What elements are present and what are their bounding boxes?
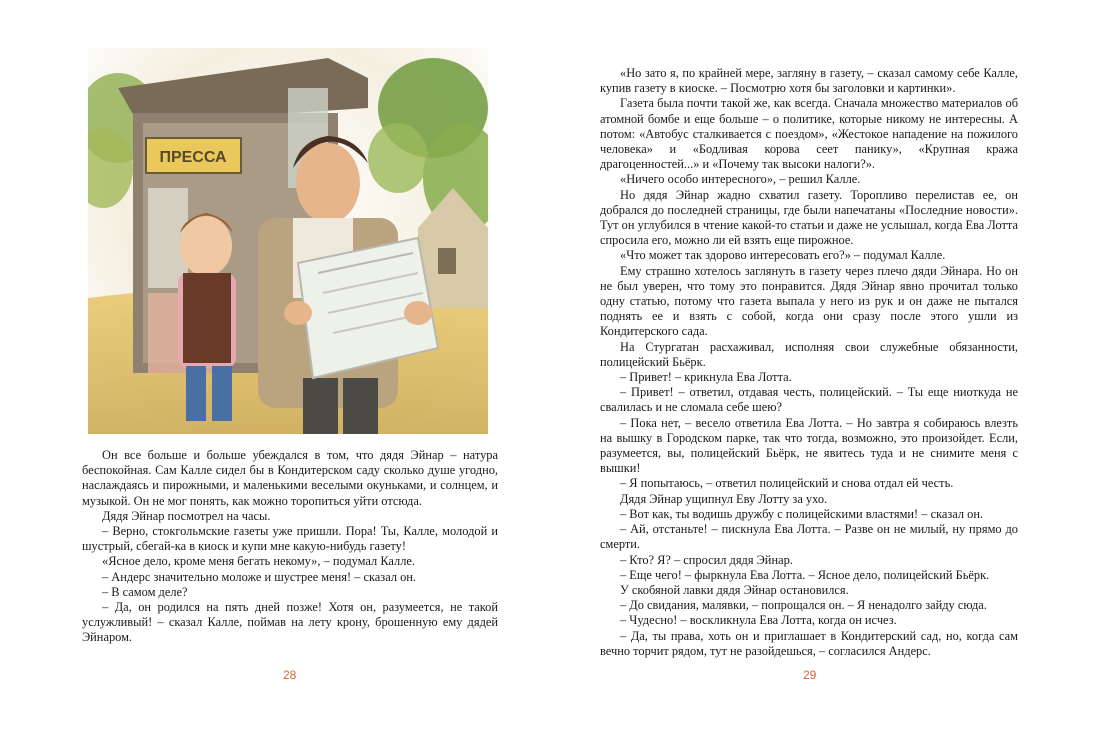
- paragraph: – Еще чего! – фыркнула Ева Лотта. – Ясное дело, полицейский Бьёрк.: [620, 567, 990, 582]
- paragraph: – Я попытаюсь, – ответил полицейский и снова отдал ей честь.: [620, 476, 954, 491]
- paragraph: – Да, он родился на пять дней позже! Хотя он, разумеется, не такой услужливый! – сказал Калле, поймав на лету крону, брошенную ему дядей Эйнаром.: [82, 600, 498, 645]
- paragraph: Газета была почти такой же, как всегда. Сначала множество материалов об атомной бомбе и еще больше – о политике, которые никому не интересны. А потом: «Автобус сталкивается с поездом», «Жестокое нападение на пожилого человека» и «Бодливая корова сеет панику», «Крупная кража драгоценностей...» и «Почему так высоки налоги?».: [600, 96, 1018, 172]
- right-page-text: [600, 66, 1018, 659]
- paragraph: – Кто? Я? – спросил дядя Эйнар.: [620, 552, 793, 567]
- paragraph: – Верно, стокгольмские газеты уже пришли. Пора! Ты, Калле, молодой и шустрый, сбегай-ка в киоск и купи мне какую-нибудь газету!: [82, 524, 498, 554]
- paragraph: – Андерс значительно моложе и шустрее меня! – сказал он.: [102, 569, 417, 584]
- paragraph: На Стургатан расхаживал, исполняя свои служебные обязанности, полицейский Бьёрк.: [600, 339, 1018, 369]
- paragraph: – Ай, отстаньте! – пискнула Ева Лотта. – Разве он не милый, ну прямо до смерти.: [600, 522, 1018, 552]
- paragraph: – Чудесно! – воскликнула Ева Лотта, когда он исчез.: [620, 613, 897, 628]
- page-number-left: 28: [283, 668, 297, 682]
- page-number-right: 29: [803, 668, 817, 682]
- paragraph: – Привет! – крикнула Ева Лотта.: [620, 370, 792, 385]
- paragraph: «Что может так здорово интересовать его?» – подумал Калле.: [620, 248, 946, 263]
- paragraph: Но дядя Эйнар жадно схватил газету. Торопливо перелистав ее, он добрался до последней страницы, где были напечатаны «Последние новости». Тут он углубился в чтение какой-то статьи и даже не услышал, когда Ева Лотта спросила его, можно ли ей взять еще пирожное.: [600, 187, 1018, 248]
- paragraph: – До свидания, малявки, – попрощался он. – Я ненадолго зайду сюда.: [620, 598, 987, 613]
- right-page: [550, 0, 1099, 746]
- paragraph: «Но зато я, по крайней мере, загляну в газету, – сказал самому себе Калле, купив газету в киоске. – Посмотрю хотя бы заголовки и картинки».: [600, 66, 1018, 96]
- paragraph: – В самом деле?: [102, 584, 188, 599]
- paragraph: Дядя Эйнар ущипнул Еву Лотту за ухо.: [620, 491, 828, 506]
- left-page-text: [82, 448, 498, 646]
- kiosk-sign-text: ПРЕССА: [159, 149, 227, 166]
- paragraph: Он все больше и больше убеждался в том, что дядя Эйнар – натура беспокойная. Сам Калле сидел бы в Кондитерском саду сколько душе угодно, наслаждаясь и пирожными, и маленькими веселыми окуньками, и солнцем, и музыкой. Он не мог понять, как можно торопиться уйти отсюда.: [82, 448, 498, 508]
- paragraph: «Ничего особо интересного», – решил Калле.: [620, 172, 861, 187]
- paragraph: «Ясное дело, кроме меня бегать некому», – подумал Калле.: [102, 554, 415, 569]
- paragraph: – Пока нет, – весело ответила Ева Лотта. – Но завтра я собираюсь влезть на вышку в Городском парке, так что тогда, возможно, это произойдет. Если, разумеется, вы, полицейский Бьёрк, не явитесь туда и не снимите меня с вышки!: [600, 415, 1018, 476]
- paragraph: – Вот как, ты водишь дружбу с полицейскими властями! – сказал он.: [620, 506, 984, 521]
- illustration-kiosk-newspaper: [88, 48, 488, 434]
- paragraph: – Привет! – ответил, отдавая честь, полицейский. – Ты еще ниоткуда не свалилась и не сломала себе шею?: [600, 385, 1018, 415]
- paragraph: – Да, ты права, хоть он и приглашает в Кондитерский сад, но, когда сам вечно торчит рядом, тут не разойдешься, – согласился Андерс.: [600, 628, 1018, 658]
- paragraph: Дядя Эйнар посмотрел на часы.: [102, 508, 271, 523]
- paragraph: Ему страшно хотелось заглянуть в газету через плечо дяди Эйнара. Но он не был уверен, что тому это понравится. Дядя Эйнар явно прочитал только одну статью, потому что газета выпала у него из рук и он даже не пытался поднять ее и взять с собой, когда они сразу после этого ушли из Кондитерского сада.: [600, 263, 1018, 339]
- paragraph: У скобяной лавки дядя Эйнар остановился.: [620, 582, 849, 597]
